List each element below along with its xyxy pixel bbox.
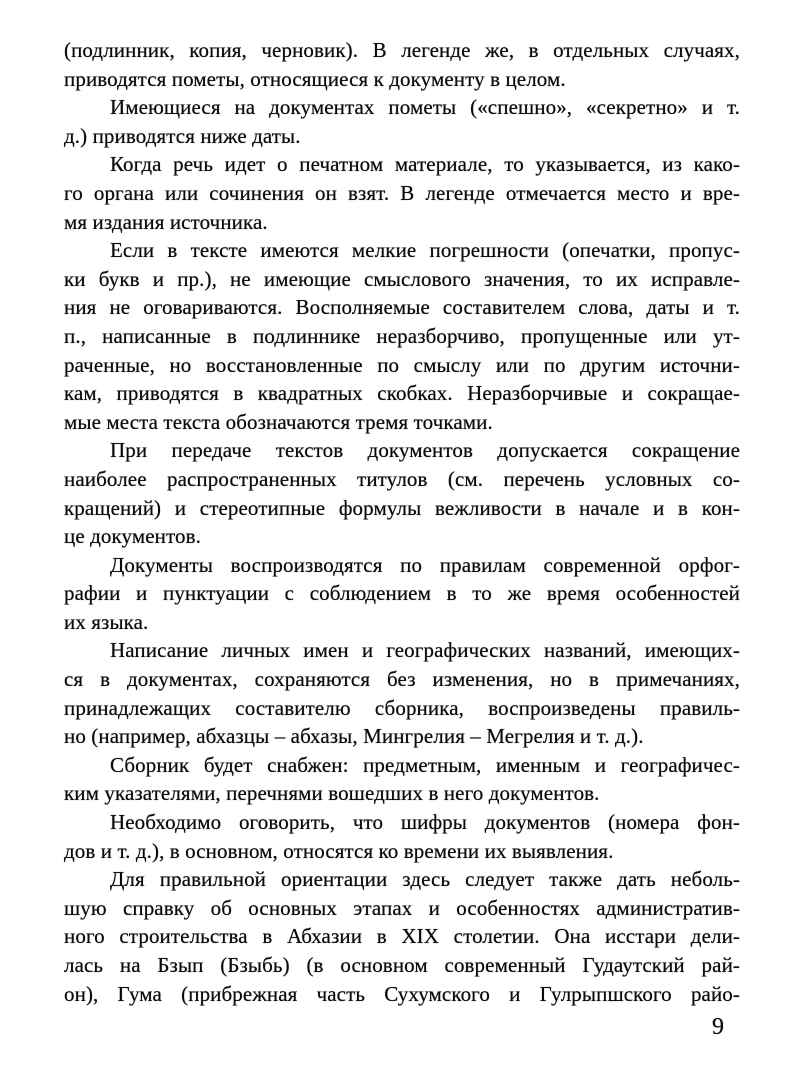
- text-line: он), Гума (прибрежная часть Сухумского и Гулрыпшского райо-: [64, 981, 740, 1006]
- text-line: д.) приводятся ниже даты.: [64, 123, 301, 148]
- text-line: их языка.: [64, 609, 149, 634]
- text-line: це документов.: [64, 524, 201, 549]
- text-line: Документы воспроизводятся по правилам современной орфог-: [110, 552, 740, 577]
- paragraph: [64, 93, 740, 150]
- text-line: Если в тексте имеются мелкие погрешности (опечатки, пропус-: [110, 238, 740, 263]
- text-line: Сборник будет снабжен: предметным, именным и географичес-: [110, 752, 740, 777]
- paragraph: [64, 36, 740, 93]
- text-line: кращений) и стереотипные формулы вежливости в начале и в кон-: [64, 495, 740, 520]
- text-line: но (например, абхазцы – абхазы, Мингрелия – Мегрелия и т. д.).: [64, 724, 644, 749]
- text-line: шую справку об основных этапах и особенностях административ-: [64, 895, 740, 920]
- page-text: [64, 36, 740, 1008]
- paragraph: [64, 236, 740, 436]
- text-line: ного строительства в Абхазии в XIX столетии. Она исстари дели-: [64, 924, 740, 949]
- text-line: ния не оговариваются. Восполняемые составителем слова, даты и т.: [64, 295, 740, 320]
- text-line: При передаче текстов документов допускается сокращение: [110, 438, 740, 463]
- text-line: принадлежащих составителю сборника, воспроизведены правиль-: [64, 695, 740, 720]
- text-line: наиболее распространенных титулов (см. перечень условных со-: [64, 466, 740, 491]
- text-line: Необходимо оговорить, что шифры документов (номера фон-: [110, 810, 740, 835]
- page-number: 9: [712, 1014, 724, 1040]
- text-line: (подлинник, копия, черновик). В легенде же, в отдельных случаях,: [64, 38, 740, 62]
- text-line: Когда речь идет о печатном материале, то указывается, из како-: [110, 152, 740, 177]
- paragraph: [64, 150, 740, 236]
- text-line: кам, приводятся в квадратных скобках. Неразборчивые и сокращае-: [64, 381, 740, 406]
- text-line: Имеющиеся на документах пометы («спешно», «секретно» и т.: [110, 95, 740, 120]
- text-line: Для правильной ориентации здесь следует также дать неболь-: [110, 867, 740, 892]
- paragraph: [64, 636, 740, 750]
- text-line: дов и т. д.), в основном, относятся ко времени их выявления.: [64, 838, 614, 863]
- text-line: мые места текста обозначаются тремя точками.: [64, 409, 493, 434]
- text-line: приводятся пометы, относящиеся к документу в целом.: [64, 66, 566, 91]
- text-line: Написание личных имен и географических названий, имеющих-: [110, 638, 740, 663]
- text-line: го органа или сочинения он взят. В легенде отмечается место и вре-: [64, 180, 740, 205]
- text-line: ки букв и пр.), не имеющие смыслового значения, то их исправле-: [64, 266, 740, 291]
- text-line: рафии и пунктуации с соблюдением в то же время особенностей: [64, 581, 740, 606]
- paragraph: [64, 808, 740, 865]
- paragraph: [64, 436, 740, 550]
- paragraph: [64, 751, 740, 808]
- text-line: ся в документах, сохраняются без изменения, но в примечаниях,: [64, 667, 740, 692]
- text-line: ким указателями, перечнями вошедших в него документов.: [64, 781, 600, 806]
- text-line: раченные, но восстановленные по смыслу или по другим источни-: [64, 352, 740, 377]
- paragraph: [64, 551, 740, 637]
- text-line: п., написанные в подлиннике неразборчиво, пропущенные или ут-: [64, 323, 740, 348]
- text-line: лась на Бзып (Бзыбь) (в основном современный Гудаутский рай-: [64, 953, 740, 977]
- paragraph: [64, 865, 740, 1008]
- text-line: мя издания источника.: [64, 209, 268, 234]
